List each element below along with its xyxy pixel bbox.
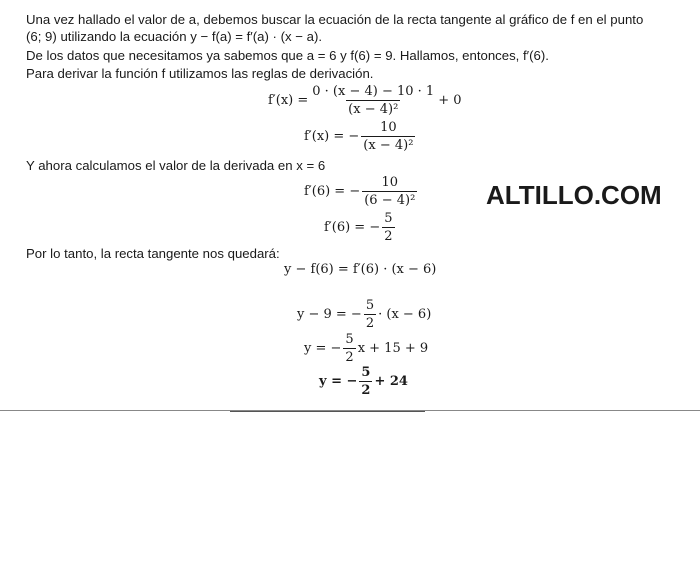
eq3-lhs: f′(6) = −	[304, 184, 361, 199]
eq6-lhs: y − 9 = −	[297, 307, 362, 322]
eq8-tail: + 24	[374, 374, 408, 389]
eq6-denominator: 2	[365, 316, 375, 331]
eq6-fraction	[364, 298, 376, 331]
eq1-lhs: f′(x) =	[268, 93, 309, 108]
paragraph-intro-line2: (6; 9) utilizando la ecuación y − f(a) = f′(a) · (x − a).	[26, 29, 323, 44]
watermark-logo: ALTILLO.COM	[486, 180, 662, 210]
paragraph-tangent-result: Por lo tanto, la recta tangente nos quedará:	[26, 246, 280, 261]
eq1-tail: + 0	[438, 93, 462, 108]
eq7-lhs: y = −	[304, 341, 342, 356]
paragraph-intro-line1: Una vez hallado el valor de a, debemos buscar la ecuación de la recta tangente al gráfico de f en el punto	[26, 12, 644, 27]
equation-derivative-quotient	[268, 84, 462, 117]
page-divider-accent	[230, 411, 425, 412]
eq8-fraction	[359, 365, 372, 398]
eq6-numerator: 5	[365, 298, 375, 313]
eq4-lhs: f′(6) = −	[324, 220, 381, 235]
eq3-denominator: (6 − 4)²	[364, 193, 416, 208]
eq2-numerator: 10	[380, 120, 397, 135]
eq1-fraction	[310, 84, 436, 117]
equation-tangent-final	[319, 365, 408, 398]
eq3-numerator: 10	[381, 175, 399, 190]
eq4-fraction	[382, 211, 394, 244]
equation-tangent-form	[284, 262, 436, 277]
eq8-denominator: 2	[361, 383, 371, 398]
equation-tangent-expanded	[304, 332, 428, 365]
eq2-lhs: f′(x) = −	[304, 129, 360, 144]
eq3-fraction	[362, 175, 417, 208]
paragraph-derivation-rules: Para derivar la función f utilizamos las reglas de derivación.	[26, 66, 374, 81]
eq4-denominator: 2	[384, 229, 393, 244]
eq5-text: y − f(6) = f′(6) · (x − 6)	[284, 262, 437, 277]
eq2-fraction	[361, 120, 415, 153]
equation-tangent-substituted	[297, 298, 431, 331]
eq7-numerator: 5	[345, 332, 354, 347]
eq7-tail: x + 15 + 9	[357, 341, 429, 356]
eq2-denominator: (x − 4)²	[363, 138, 414, 153]
paragraph-known-data: De los datos que necesitamos ya sabemos que a = 6 y f(6) = 9. Hallamos, entonces, f′(6).	[26, 48, 549, 63]
paragraph-evaluate-derivative: Y ahora calculamos el valor de la derivada en x = 6	[26, 158, 326, 173]
eq8-numerator: 5	[361, 365, 371, 380]
equation-derivative-simplified	[304, 120, 417, 153]
eq1-denominator: (x − 4)²	[348, 102, 399, 117]
eq6-tail: · (x − 6)	[378, 307, 432, 322]
eq4-numerator: 5	[384, 211, 393, 226]
eq1-numerator: 0 · (x − 4) − 10 · 1	[312, 84, 435, 99]
equation-derivative-value	[324, 211, 397, 244]
eq7-fraction	[343, 332, 355, 365]
eq7-denominator: 2	[345, 350, 354, 365]
equation-derivative-at-6	[304, 175, 419, 208]
eq8-lhs: y = −	[319, 374, 358, 389]
